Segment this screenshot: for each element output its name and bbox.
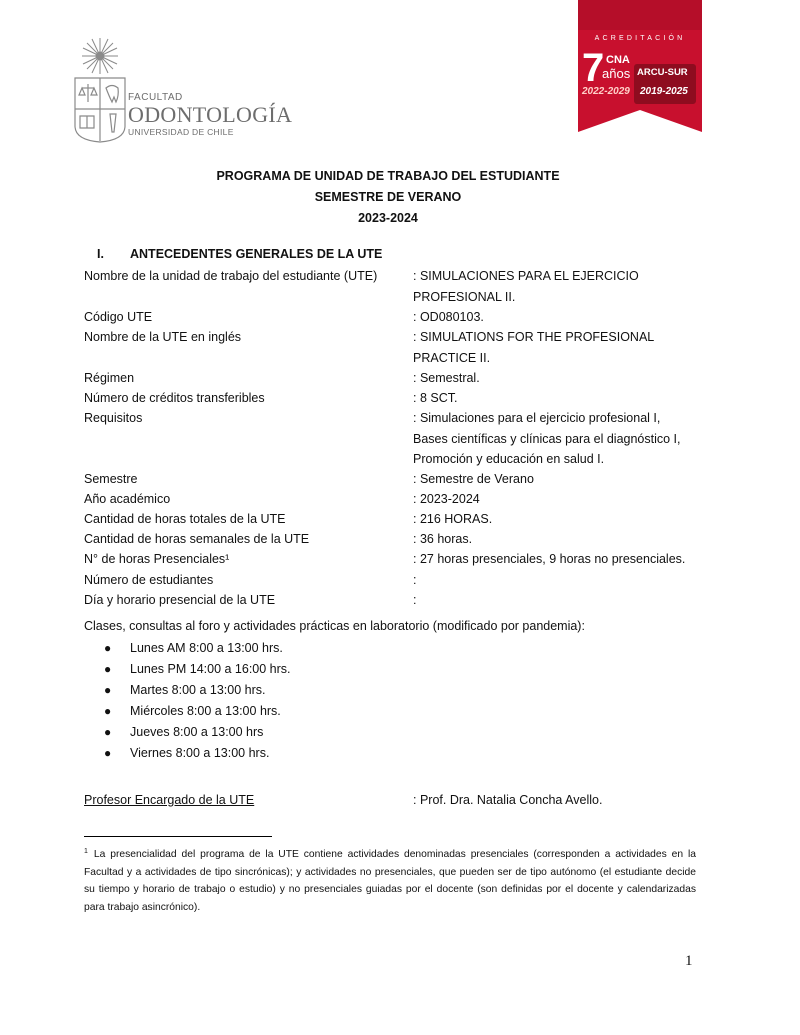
field-value-line: : 216 HORAS. xyxy=(413,512,493,526)
field-value-line: : SIMULACIONES PARA EL EJERCICIO xyxy=(413,269,639,283)
field-value-semester xyxy=(413,469,534,490)
field-value-line: Bases científicas y clínicas para el diagnóstico I, xyxy=(413,431,681,446)
field-label-credits: Número de créditos transferibles xyxy=(84,391,265,405)
bullet-icon: ● xyxy=(104,746,112,760)
logo-faculty-name: ODONTOLOGÍA xyxy=(128,102,293,127)
title-line-1: PROGRAMA DE UNIDAD DE TRABAJO DEL ESTUDIANTE xyxy=(216,169,560,183)
field-value-weekly-hours xyxy=(413,529,472,550)
list-item xyxy=(104,659,291,680)
section-number: I. xyxy=(97,247,104,261)
footnote-text: La presencialidad del programa de la UTE contiene actividades denominadas presenciales (corresponden a actividades en la Facultad y a actividades de tipo sincrónicas); y actividades no presenciales, que pueden ser de tipo autónomo (el estudiante decide su tiempo y horario de trabajo o estudio) y no presenciales guiadas por el docente (son definidas por el docente y calendarizadas para trabajo asincrónico). xyxy=(84,849,696,913)
bullet-icon: ● xyxy=(104,641,112,655)
field-value-regime xyxy=(413,368,480,389)
field-label-total-hours: Cantidad de horas totales de la UTE xyxy=(84,512,286,526)
field-label-code: Código UTE xyxy=(84,310,153,324)
badge-cna-period: 2022-2029 xyxy=(582,86,630,97)
badge-arcu-label: ARCU-SUR xyxy=(637,67,688,78)
schedule-item-text: Martes 8:00 a 13:00 hrs. xyxy=(130,683,266,697)
title-line-3: 2023-2024 xyxy=(358,211,418,225)
bullet-icon: ● xyxy=(104,725,112,739)
bullet-icon: ● xyxy=(104,662,112,676)
list-item xyxy=(104,680,291,701)
field-value-line: : Simulaciones para el ejercicio profesional I, xyxy=(413,411,661,425)
classes-intro: Clases, consultas al foro y actividades prácticas en laboratorio (modificado por pandemia): xyxy=(84,619,585,633)
professor-value: : Prof. Dra. Natalia Concha Avello. xyxy=(413,793,603,807)
badge-years-number: 7 xyxy=(582,46,605,90)
list-item xyxy=(104,638,291,659)
badge-years-word: años xyxy=(602,66,631,81)
field-value-academic-year xyxy=(413,489,480,510)
section-title: ANTECEDENTES GENERALES DE LA UTE xyxy=(130,247,383,261)
field-value-line: : Semestral. xyxy=(413,371,480,385)
field-value-line: : 27 horas presenciales, 9 horas no presenciales. xyxy=(413,552,686,566)
field-value-english-name xyxy=(413,327,654,368)
logo-university-name: UNIVERSIDAD DE CHILE xyxy=(128,127,234,137)
field-label-academic-year: Año académico xyxy=(84,492,171,506)
badge-accreditation-label: ACREDITACIÓN xyxy=(594,35,686,42)
section-heading xyxy=(97,247,382,261)
schedule-item-text: Lunes AM 8:00 a 13:00 hrs. xyxy=(130,641,283,655)
faculty-logo-text xyxy=(128,92,292,138)
badge-cna-label: CNA xyxy=(606,54,630,66)
professor-label: Profesor Encargado de la UTE xyxy=(84,793,255,807)
field-value-students xyxy=(413,570,416,591)
field-label-semester: Semestre xyxy=(84,472,138,486)
field-label-schedule: Día y horario presencial de la UTE xyxy=(84,593,276,607)
field-value-line: : OD080103. xyxy=(413,310,484,324)
field-value-line: : xyxy=(413,593,417,607)
list-item xyxy=(104,743,291,764)
field-label-students: Número de estudiantes xyxy=(84,573,214,587)
schedule-item-text: Jueves 8:00 a 13:00 hrs xyxy=(130,725,264,739)
list-item xyxy=(104,701,291,722)
shield-icon xyxy=(75,78,125,142)
logo-faculty-label: FACULTAD xyxy=(128,92,183,103)
bullet-icon: ● xyxy=(104,683,112,697)
schedule-list xyxy=(104,638,291,764)
field-value-line: : Semestre de Verano xyxy=(413,472,534,486)
field-value-requirements xyxy=(413,408,681,470)
field-label-in-person-hours: N° de horas Presenciales¹ xyxy=(84,552,230,566)
bullet-icon: ● xyxy=(104,704,112,718)
field-label-ute-name: Nombre de la unidad de trabajo del estudiante (UTE) xyxy=(84,269,378,283)
field-value-line: : xyxy=(413,573,417,587)
field-value-line: : 36 horas. xyxy=(413,532,473,546)
badge-arcu-period: 2019-2025 xyxy=(640,86,688,97)
document-title xyxy=(0,166,800,229)
schedule-item-text: Miércoles 8:00 a 13:00 hrs. xyxy=(130,704,281,718)
field-label-english-name: Nombre de la UTE en inglés xyxy=(84,330,242,344)
sun-rays-icon xyxy=(82,38,118,74)
field-value-code xyxy=(413,307,484,328)
field-label-regime: Régimen xyxy=(84,371,135,385)
field-value-ute-name xyxy=(413,266,639,307)
field-value-total-hours xyxy=(413,509,492,530)
title-line-2: SEMESTRE DE VERANO xyxy=(314,190,462,204)
footnote xyxy=(84,843,696,916)
field-value-line: : SIMULATIONS FOR THE PROFESIONAL xyxy=(413,330,655,344)
field-label-weekly-hours: Cantidad de horas semanales de la UTE xyxy=(84,532,310,546)
field-value-credits xyxy=(413,388,457,409)
footnote-marker: 1 xyxy=(84,848,88,855)
schedule-item-text: Lunes PM 14:00 a 16:00 hrs. xyxy=(130,662,291,676)
field-label-requirements: Requisitos xyxy=(84,411,143,425)
field-value-in-person-hours xyxy=(413,549,685,570)
field-value-line: : 8 SCT. xyxy=(413,391,458,405)
field-value-line: Promoción y educación en salud I. xyxy=(413,452,605,466)
field-value-line: PRACTICE II. xyxy=(413,350,491,365)
field-value-schedule xyxy=(413,590,416,611)
page-number: 1 xyxy=(685,953,693,969)
field-value-line: : 2023-2024 xyxy=(413,492,480,506)
field-value-line: PROFESIONAL II. xyxy=(413,289,516,304)
list-item xyxy=(104,722,291,743)
schedule-item-text: Viernes 8:00 a 13:00 hrs. xyxy=(130,746,270,760)
footnote-divider xyxy=(84,836,272,837)
